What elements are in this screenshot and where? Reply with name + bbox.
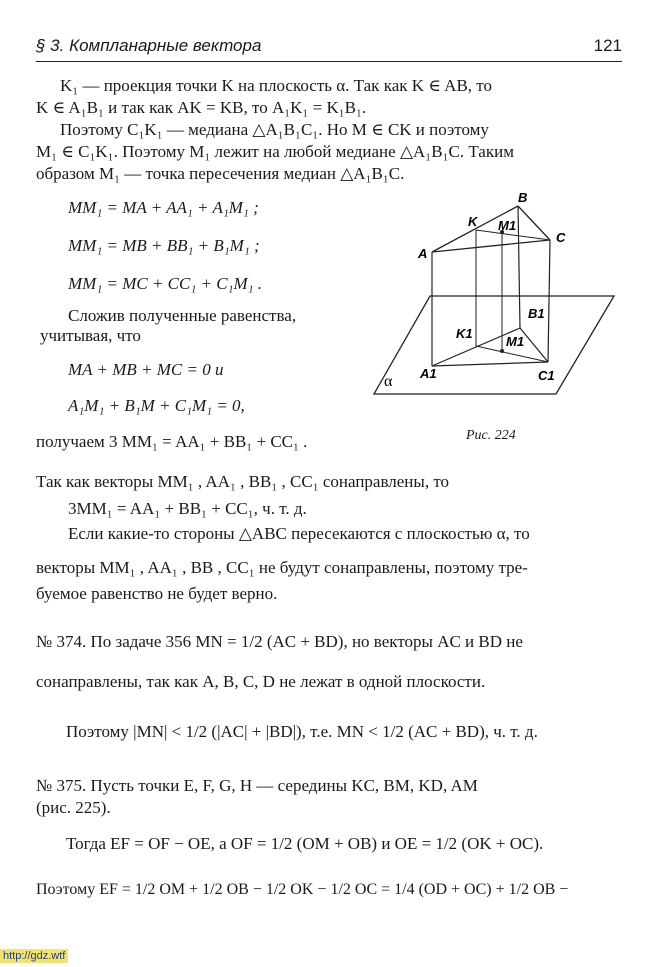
figure-caption: Рис. 224 [466,428,516,443]
figure-224 [370,186,620,406]
site-url-link[interactable]: http://gdz.wtf [0,949,68,963]
label-B1: B1 [528,306,545,321]
equation: A₁M₁ + B₁M + C₁M₁ = 0, [68,396,245,415]
text-line: (рис. 225). [36,798,111,817]
label-C1: C1 [538,368,555,383]
text-line: образом M₁ — точка пересечения медиан △A₁B₁C. [36,164,405,183]
text-line: Если какие-то стороны △ABC пересекаются с плоскостью α, то [68,524,530,543]
label-M1-bottom: M1 [506,334,525,349]
label-M1-top: M1 [498,218,517,233]
equation: MM₁ = MC + CC₁ + C₁M₁ . [68,274,263,293]
prism-diagram [370,186,620,401]
text-line: Тогда EF = OF − OE, а OF = 1/2 (OM + OB) и OE = 1/2 (OK + OC). [66,834,544,853]
page-header [36,36,622,62]
text-line: № 374. По задаче 356 MN = 1/2 (AC + BD), но векторы AC и BD не [36,632,523,651]
page-number: 121 [593,36,622,55]
equation: MM₁ = MB + BB₁ + B₁M₁ ; [68,236,260,255]
label-B: B [518,190,528,205]
equation: MA + MB + MC = 0 и [68,360,224,379]
header-rule [36,61,622,62]
equation: MM₁ = MA + AA₁ + A₁M₁ ; [68,198,259,217]
plane-alpha [374,296,614,394]
text-line: сонаправлены, так как A, B, C, D не лежат в одной плоскости. [36,672,486,691]
text-line: векторы MM₁ , AA₁ , BB , CC₁ не будут сонаправлены, поэтому тре- [36,558,528,577]
label-A1: A1 [420,366,437,381]
label-A: A [418,246,428,261]
text-line: 3MM₁ = AA₁ + BB₁ + CC₁, ч. т. д. [68,499,307,518]
label-K1: K1 [456,326,473,341]
label-C: C [556,230,566,245]
text-line: № 375. Пусть точки E, F, G, H — середины KC, BM, KD, AM [36,776,478,795]
section-title: § 3. Компланарные вектора [36,36,262,55]
text-line: K₁ — проекция точки K на плоскость α. Так как K ∈ AB, то [60,76,492,95]
text-line: получаем 3 MM₁ = AA₁ + BB₁ + CC₁ . [36,432,308,451]
text-line: Так как векторы MM₁ , AA₁ , BB₁ , CC₁ сонаправлены, то [36,472,450,491]
label-alpha: α [384,373,393,390]
text-line: Поэтому EF = 1/2 OM + 1/2 OB − 1/2 OK − 1/2 OC = 1/4 (OD + OC) + 1/2 OB − [36,881,569,898]
text-line: Поэтому C₁K₁ — медиана △A₁B₁C₁. Но M ∈ CK и поэтому [60,120,489,139]
text-line: буемое равенство не будет верно. [36,584,278,603]
text-line: M₁ ∈ C₁K₁. Поэтому M₁ лежит на любой медиане △A₁B₁C. Таким [36,142,514,161]
text-line: K ∈ A₁B₁ и так как AK = KB, то A₁K₁ = K₁B₁. [36,98,367,117]
text-line: учитывая, что [40,326,141,345]
text-line: Сложив полученные равенства, [68,306,297,325]
label-K: K [468,214,478,229]
text-line: Поэтому |MN| < 1/2 (|AC| + |BD|), т.е. MN < 1/2 (AC + BD), ч. т. д. [66,722,538,741]
